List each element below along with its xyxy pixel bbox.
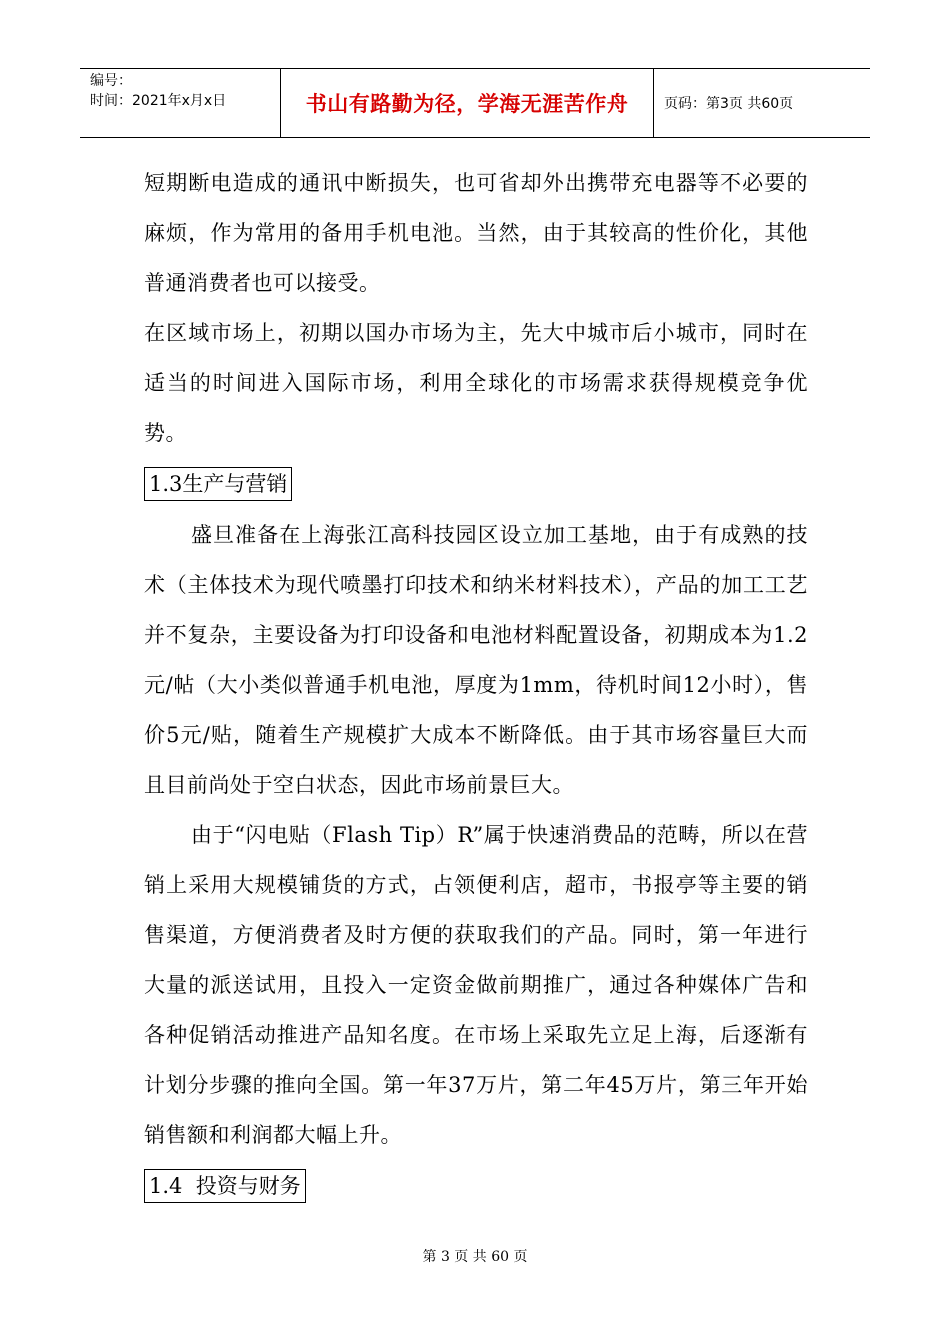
header-slogan: 书山有路勤为径，学海无涯苦作舟 (281, 69, 654, 137)
header-time-label: 时间：2021年x月x日 (90, 93, 227, 109)
body-paragraph: 由于“闪电贴（Flash Tip）R”属于快速消费品的范畴，所以在营销上采用大规模铺货的方式，占领便利店，超市，书报亭等主要的销售渠道，方便消费者及时方便的获取我们的产品。同时，第一年进行大量的派送试用，且投入一定资金做前期推广，通过各种媒体广告和各种促销活动推进产品知名度。在市场上采取先立足上海，后逐渐有计划分步骤的推向全国。第一年37万片，第二年45万片，第三年开始销售额和利润都大幅上升。 (144, 823, 808, 1147)
body-paragraph: 盛旦准备在上海张江高科技园区设立加工基地，由于有成熟的技术（主体技术为现代喷墨打印技术和纳米材料技术），产品的加工工艺并不复杂，主要设备为打印设备和电池材料配置设备，初期成本为1.2元/帖（大小类似普通手机电池，厚度为1mm，待机时间12小时），售价5元/贴，随着生产规模扩大成本不断降低。由于其市场容量巨大而且目前尚处于空白状态，因此市场前景巨大。 (144, 523, 808, 797)
body-paragraph: 短期断电造成的通讯中断损失，也可省却外出携带充电器等不必要的麻烦，作为常用的备用手机电池。当然，由于其较高的性价化，其他普通消费者也可以接受。 (144, 171, 808, 295)
page-footer: 第 3 页 共 60 页 (422, 1249, 528, 1265)
page-header (80, 68, 870, 138)
section-heading-1-4: 1.4 投资与财务 (144, 1169, 306, 1203)
document-body (144, 158, 808, 1212)
header-meta (80, 69, 281, 137)
header-code-label: 编号： (90, 73, 132, 89)
header-page-label: 页码：第3页 共60页 (664, 96, 794, 112)
section-heading-1-3: 1.3生产与营销 (144, 467, 292, 501)
body-paragraph: 在区域市场上，初期以国办市场为主，先大中城市后小城市，同时在适当的时间进入国际市场，利用全球化的市场需求获得规模竞争优势。 (144, 321, 808, 445)
